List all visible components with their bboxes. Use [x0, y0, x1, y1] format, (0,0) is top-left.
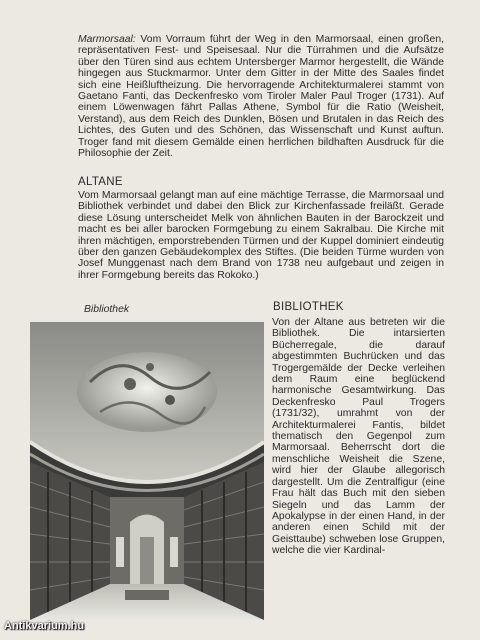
paragraph-marmorsaal	[78, 34, 444, 159]
heading-bibliothek: BIBLIOTHEK	[273, 301, 344, 313]
paragraph-lead: Marmorsaal:	[78, 34, 136, 45]
photo-caption: Bibliothek	[84, 304, 130, 315]
paragraph-altane: Vom Marmorsaal gelangt man auf eine mächtige Terrasse, die Marmorsaal und Bibliothek verbindet und dabei den Blick zur Kirchenfassade freiläßt. Gerade diese Lösung unterscheidet Melk von ähnlichen Bauten in der Barockzeit und macht es bei aller barocken Formgebung zu einem Sakralbau. Die Kirche mit ihren mächtigen, emporstrebenden Türmen und der Kuppel dominiert eindeutig über den ganzen Gebäudekomplex des Stiftes. (Die beiden Türme wurden von Josef Munggenast nach dem Brand von 1738 neu aufgebaut und zeigen in ihrer Formgebung bereits das Rokoko.)	[78, 190, 444, 281]
watermark: Antikvarium.hu	[4, 620, 85, 632]
library-photo	[30, 322, 264, 620]
heading-altane: ALTANE	[78, 176, 123, 188]
paragraph-bibliothek: Von der Altane aus betreten wir die Bibliothek. Die intarsierten Bücherregale, die darauf abgestimmten Buchrücken und das Trogergemälde der Decke verleihen dem Raum eine beglückend harmonische Gesamtwirkung. Das Deckenfresko Paul Trogers (1731/32), umrahmt von der Architekturmalerei Fantis, bildet thematisch den Gegenpol zum Marmorsaal. Beherrscht dort die menschliche Weisheit die Szene, wird hier der Glaube allegorisch dargestellt. Um die Zentralfigur (eine Frau hält das Buch mit den sieben Siegeln und das Lamm der Apokalypse in der einen Hand, in der anderen einen Schild mit der Geisttaube) schweben lose Gruppen, welche die vier Kardinal-	[272, 317, 445, 557]
paragraph-text: Vom Vorraum führt der Weg in den Marmorsaal, einen großen, repräsentativen Fest- und Speisesaal. Nur die Türrahmen und die Aufsätze über den Türen sind aus echtem Untersberger Marmor hergestellt, die Wände hingegen aus Stuckmarmor. Unter dem Gitter in der Mitte des Saales findet sich eine Heißluftheizung. Die hervorragende Architekturmalerei stammt von Gaetano Fanti, das Deckenfresko vom Tiroler Maler Paul Troger (1731). Auf einem Löwenwagen fährt Pallas Athene, Symbol für die Ratio (Weisheit, Verstand), aus dem Reich des Dunklen, Bösen und Brutalen in das Reich des Lichtes, des Guten und des Schönen, das Wissenschaft und Kunst auftun. Troger fand mit diesem Gemälde einen herrlichen bildhaften Ausdruck für die Philosophie der Zeit.	[78, 34, 444, 160]
library-photo-illustration	[30, 322, 264, 620]
